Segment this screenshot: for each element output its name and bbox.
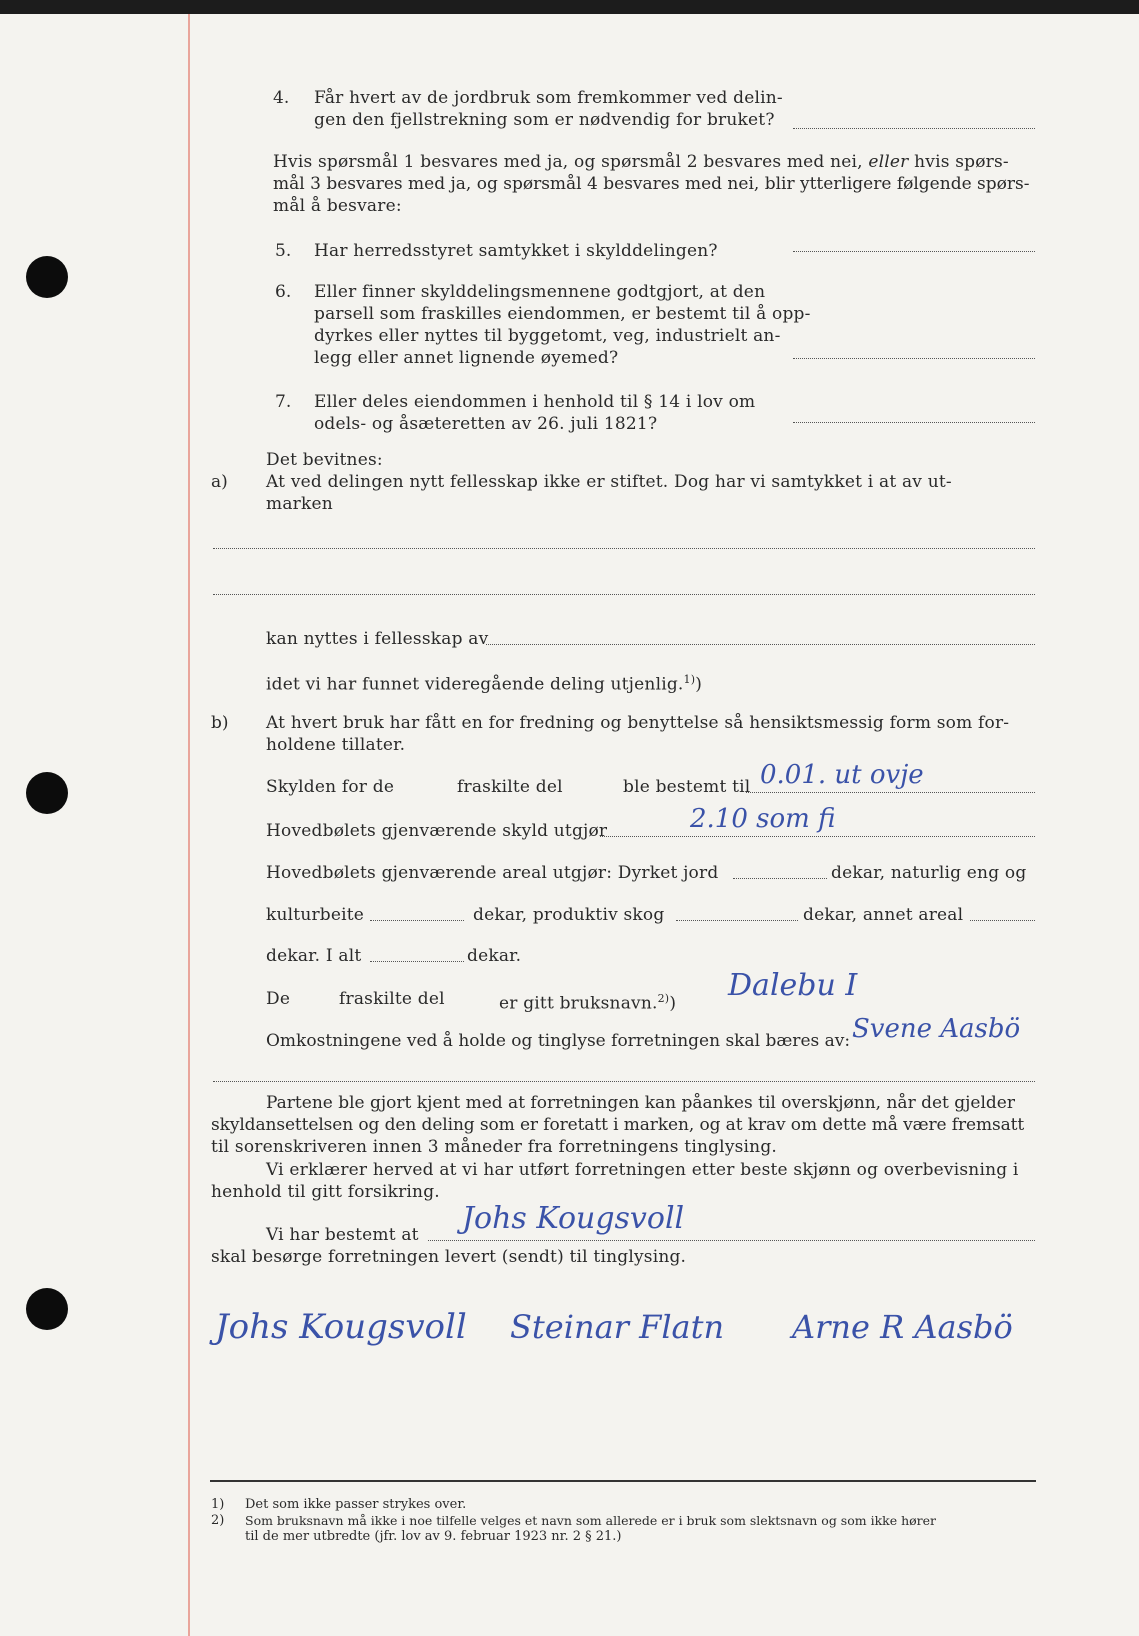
- shared-use-field[interactable]: [486, 644, 1035, 645]
- item-b-line1: At hvert bruk har fått en for fredning og benyttelse så hensiktsmessig form som for-: [266, 713, 1010, 733]
- appoint-label: Vi har bestemt at: [266, 1225, 419, 1245]
- areal-label: Hovedbølets gjenværende areal utgjør: Dyrket jord: [266, 863, 719, 883]
- intro-line2: mål 3 besvares med ja, og spørsmål 4 besvares med nei, blir ytterligere følgende spørs-: [273, 174, 1030, 194]
- skog-field[interactable]: [676, 920, 798, 921]
- footnote-2-mark: 2): [211, 1513, 225, 1528]
- signature-2: Steinar Flatn: [510, 1308, 725, 1346]
- answer-field-6[interactable]: [793, 358, 1035, 359]
- bruksnavn-label-2: fraskilte del: [339, 989, 445, 1009]
- punch-hole: [26, 772, 68, 814]
- kultur-dekar-2: dekar, annet areal: [803, 905, 964, 925]
- skyld-field[interactable]: [746, 792, 1035, 793]
- cost-handwritten-value: Svene Aasbö: [852, 1014, 1021, 1044]
- closing-p2-line2: henhold til gitt forsikring.: [211, 1182, 440, 1202]
- intro-line1: Hvis spørsmål 1 besvares med ja, og spørsmål 2 besvares med nei, eller hvis spørs-: [273, 152, 1009, 172]
- skyld-label-1: Skylden for de: [266, 777, 395, 797]
- bruksnavn-label-3: er gitt bruksnavn.$^{2)}$): [499, 992, 677, 1014]
- kultur-dekar: dekar, produktiv skog: [473, 905, 665, 925]
- skyld-label-2: fraskilte del: [457, 777, 563, 797]
- testimony-heading: Det bevitnes:: [266, 450, 383, 470]
- areal-dekar-1: dekar, naturlig eng og: [831, 863, 1027, 883]
- outfield-line-2[interactable]: [213, 594, 1035, 595]
- bruksnavn-handwritten-value: Dalebu I: [728, 968, 858, 1003]
- reason-text: idet vi har funnet videregående deling utjenlig.$^{1)}$): [266, 673, 703, 695]
- footnote-2-text: Som bruksnavn må ikke i noe tilfelle velges et navn som allerede er i bruk som slektsnavn og som ikke hører: [245, 1513, 937, 1528]
- document-page: [0, 14, 1139, 1636]
- hovedbol-skyld-handwritten-value: 2.10 som fi: [690, 804, 836, 834]
- item-b-label: b): [211, 713, 229, 733]
- appoint-handwritten-value: Johs Kougsvoll: [462, 1201, 685, 1236]
- margin-line: [188, 14, 190, 1636]
- dyrket-jord-field[interactable]: [733, 878, 827, 879]
- appoint-line2: skal besørge forretningen levert (sendt) til tinglysing.: [211, 1247, 687, 1267]
- question-6-line1: Eller finner skylddelingsmennene godtgjort, at den: [314, 282, 766, 302]
- question-7-number: 7.: [275, 392, 292, 412]
- item-a-label: a): [211, 472, 228, 492]
- kulturbeite-field[interactable]: [370, 920, 464, 921]
- skyld-label-3: ble bestemt til: [623, 777, 751, 797]
- question-6-line4: legg eller annet lignende øyemed?: [314, 348, 619, 368]
- answer-field-7[interactable]: [793, 422, 1035, 423]
- question-7-line1: Eller deles eiendommen i henhold til § 14 i lov om: [314, 392, 756, 412]
- question-4-number: 4.: [273, 88, 290, 108]
- question-6-line2: parsell som fraskilles eiendommen, er bestemt til å opp-: [314, 304, 811, 324]
- footnote-2-text2: til de mer utbredte (jfr. lov av 9. februar 1923 nr. 2 § 21.): [245, 1529, 622, 1544]
- cost-label: Omkostningene ved å holde og tinglyse forretningen skal bæres av:: [266, 1031, 851, 1051]
- footnote-1-mark: 1): [211, 1497, 225, 1512]
- question-4-line2: gen den fjellstrekning som er nødvendig for bruket?: [314, 110, 775, 130]
- punch-hole: [26, 1288, 68, 1330]
- question-6-line3: dyrkes eller nyttes til byggetomt, veg, industrielt an-: [314, 326, 781, 346]
- outfield-line-1[interactable]: [213, 548, 1035, 549]
- total-label: dekar. I alt: [266, 946, 362, 966]
- closing-p2-line1: Vi erklærer herved at vi har utført forretningen etter beste skjønn og overbevisning i: [266, 1160, 1019, 1180]
- closing-p1-line3: til sorenskriveren innen 3 måneder fra forretningens tinglysing.: [211, 1137, 778, 1157]
- question-7-line2: odels- og åsæteretten av 26. juli 1821?: [314, 414, 658, 434]
- signature-3: Arne R Aasbö: [792, 1308, 1013, 1346]
- closing-p1-line1: Partene ble gjort kjent med at forretningen kan påankes til overskjønn, når det gjelder: [266, 1093, 1015, 1113]
- closing-p1-line2: skyldansettelsen og den deling som er foretatt i marken, og at krav om dette må være fremsatt: [211, 1115, 1025, 1135]
- kultur-label: kulturbeite: [266, 905, 365, 925]
- shared-use-label: kan nyttes i fellesskap av: [266, 629, 489, 649]
- question-4-line1: Får hvert av de jordbruk som fremkommer ved delin-: [314, 88, 783, 108]
- total-dekar: dekar.: [467, 946, 522, 966]
- punch-hole: [26, 256, 68, 298]
- question-6-number: 6.: [275, 282, 292, 302]
- item-b-line2: holdene tillater.: [266, 735, 406, 755]
- question-5-number: 5.: [275, 241, 292, 261]
- annet-areal-field[interactable]: [970, 920, 1035, 921]
- signature-1: Johs Kougsvoll: [215, 1307, 467, 1347]
- item-a-line2: marken: [266, 494, 333, 514]
- hovedbol-skyld-label: Hovedbølets gjenværende skyld utgjør: [266, 821, 608, 841]
- bruksnavn-label-1: De: [266, 989, 291, 1009]
- appoint-field[interactable]: [428, 1240, 1035, 1241]
- cost-extra-line[interactable]: [213, 1081, 1035, 1082]
- intro-line3: mål å besvare:: [273, 196, 402, 216]
- footnote-rule: [210, 1480, 1036, 1482]
- answer-field-4[interactable]: [793, 128, 1035, 129]
- item-a-line1: At ved delingen nytt fellesskap ikke er stiftet. Dog har vi samtykket i at av ut-: [266, 472, 952, 492]
- hovedbol-skyld-field[interactable]: [600, 836, 1035, 837]
- footnote-1-text: Det som ikke passer strykes over.: [245, 1497, 467, 1512]
- answer-field-5[interactable]: [793, 251, 1035, 252]
- skyld-handwritten-value: 0.01. ut ovje: [760, 760, 924, 790]
- total-field[interactable]: [370, 961, 464, 962]
- question-5-line1: Har herredsstyret samtykket i skylddelingen?: [314, 241, 718, 261]
